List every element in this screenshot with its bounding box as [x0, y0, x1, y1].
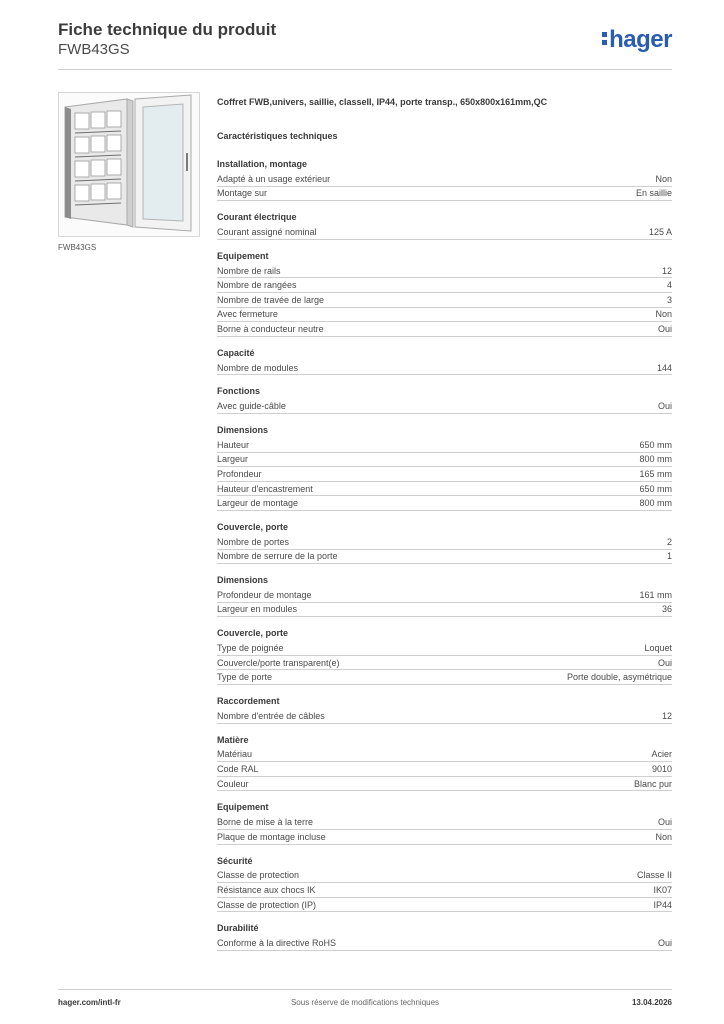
characteristic-row — [217, 815, 672, 830]
characteristic-value: 650 mm — [639, 439, 672, 450]
characteristic-row — [217, 399, 672, 414]
group-title: Equipement — [217, 250, 269, 261]
characteristic-value: En saillie — [635, 188, 672, 199]
characteristic-value: 9010 — [651, 764, 672, 775]
characteristic-row — [217, 535, 672, 550]
characteristic-row — [217, 709, 672, 724]
enclosure-illustration — [59, 93, 199, 236]
footer-divider — [58, 989, 672, 990]
characteristic-label: Montage sur — [217, 188, 268, 199]
characteristic-row — [217, 748, 672, 763]
image-caption: FWB43GS — [58, 243, 97, 252]
characteristic-label: Nombre de rangées — [217, 280, 297, 291]
characteristic-label: Matériau — [217, 749, 253, 760]
characteristic-row — [217, 869, 672, 884]
characteristic-value: Porte double, asymétrique — [566, 672, 672, 683]
characteristic-label: Borne à conducteur neutre — [217, 323, 324, 334]
characteristic-row — [217, 264, 672, 279]
characteristic-value: Non — [655, 309, 672, 320]
characteristic-row — [217, 898, 672, 913]
characteristics-group — [217, 733, 672, 792]
characteristic-label: Nombre de travée de large — [217, 294, 325, 305]
characteristic-label: Avec fermeture — [217, 309, 278, 320]
characteristic-row — [217, 883, 672, 898]
characteristic-row — [217, 172, 672, 187]
section-title: Caractéristiques techniques — [217, 131, 338, 141]
characteristic-value: Oui — [657, 817, 672, 828]
characteristic-label: Classe de protection — [217, 870, 300, 881]
characteristic-row — [217, 550, 672, 565]
characteristic-label: Type de porte — [217, 672, 273, 683]
characteristic-row — [217, 187, 672, 202]
characteristics-group — [217, 423, 672, 511]
characteristics-group — [217, 800, 672, 844]
characteristics-group — [217, 626, 672, 685]
characteristics-group — [217, 384, 672, 414]
characteristics-group — [217, 921, 672, 951]
characteristic-label: Résistance aux chocs IK — [217, 885, 316, 896]
characteristic-label: Largeur en modules — [217, 604, 298, 615]
group-title: Raccordement — [217, 696, 280, 707]
characteristic-row — [217, 482, 672, 497]
characteristic-row — [217, 641, 672, 656]
characteristic-value: 800 mm — [639, 498, 672, 509]
characteristics-group — [217, 694, 672, 724]
characteristic-row — [217, 225, 672, 240]
characteristic-row — [217, 467, 672, 482]
characteristic-label: Profondeur — [217, 468, 262, 479]
characteristic-label: Nombre de rails — [217, 265, 281, 276]
characteristic-label: Avec guide-câble — [217, 401, 286, 412]
characteristic-value: Acier — [651, 749, 672, 760]
characteristic-row — [217, 936, 672, 951]
page-header — [58, 20, 672, 70]
characteristics-group — [217, 346, 672, 376]
characteristic-label: Nombre d'entrée de câbles — [217, 710, 325, 721]
product-reference: FWB43GS — [58, 41, 130, 58]
product-description: Coffret FWB,univers, saillie, classeII, IP44, porte transp., 650x800x161mm,QC — [217, 97, 548, 107]
characteristic-row — [217, 588, 672, 603]
technical-content — [217, 97, 672, 960]
characteristic-value: 1 — [666, 551, 672, 562]
characteristic-value: IK07 — [653, 885, 672, 896]
characteristic-label: Adapté à un usage extérieur — [217, 173, 331, 184]
characteristic-label: Hauteur — [217, 439, 250, 450]
characteristic-label: Classe de protection (IP) — [217, 899, 317, 910]
characteristic-value: 650 mm — [639, 483, 672, 494]
characteristic-label: Conforme à la directive RoHS — [217, 938, 337, 949]
characteristic-row — [217, 453, 672, 468]
footer-date: 13.04.2026 — [631, 998, 672, 1007]
characteristic-row — [217, 361, 672, 376]
product-image — [58, 92, 200, 237]
characteristic-row — [217, 762, 672, 777]
characteristic-label: Couleur — [217, 778, 249, 789]
characteristics-group — [217, 573, 672, 617]
characteristic-row — [217, 830, 672, 845]
characteristic-value: Loquet — [644, 643, 672, 654]
characteristic-row — [217, 656, 672, 671]
characteristics-group — [217, 249, 672, 337]
group-title: Dimensions — [217, 424, 269, 435]
group-title: Sécurité — [217, 855, 253, 866]
group-title: Installation, montage — [217, 159, 308, 169]
characteristic-value: Non — [655, 831, 672, 842]
logo-dots-icon — [602, 32, 607, 46]
characteristic-label: Plaque de montage incluse — [217, 831, 326, 842]
characteristic-row — [217, 322, 672, 337]
characteristic-row — [217, 278, 672, 293]
group-title: Capacité — [217, 347, 255, 358]
characteristics-groups — [217, 157, 672, 951]
characteristic-value: 800 mm — [639, 454, 672, 465]
characteristic-value: Oui — [657, 401, 672, 412]
characteristic-row — [217, 603, 672, 618]
characteristic-value: 165 mm — [639, 468, 672, 479]
characteristics-group — [217, 520, 672, 564]
characteristic-value: 125 A — [648, 226, 672, 237]
characteristic-label: Borne de mise à la terre — [217, 817, 314, 828]
characteristic-label: Code RAL — [217, 764, 259, 775]
characteristic-value: Blanc pur — [633, 778, 672, 789]
characteristic-row — [217, 438, 672, 453]
characteristic-label: Profondeur de montage — [217, 589, 312, 600]
group-title: Couvercle, porte — [217, 521, 289, 532]
characteristic-label: Largeur — [217, 454, 249, 465]
hager-logo — [602, 26, 672, 54]
characteristic-value: 4 — [666, 280, 672, 291]
group-title: Dimensions — [217, 575, 269, 586]
characteristic-label: Nombre de portes — [217, 536, 290, 547]
characteristic-value: 3 — [666, 294, 672, 305]
characteristics-group — [217, 854, 672, 913]
group-title: Couvercle, porte — [217, 628, 289, 639]
group-title: Fonctions — [217, 386, 260, 397]
footer-disclaimer: Sous réserve de modifications techniques — [290, 998, 440, 1007]
characteristic-value: Oui — [657, 938, 672, 949]
characteristic-label: Hauteur d'encastrement — [217, 483, 313, 494]
group-title: Courant électrique — [217, 212, 297, 223]
characteristic-value: Classe II — [636, 870, 672, 881]
characteristic-row — [217, 670, 672, 685]
characteristic-value: 144 — [656, 362, 672, 373]
characteristic-value: Oui — [657, 323, 672, 334]
characteristic-row — [217, 777, 672, 792]
characteristic-value: 2 — [666, 536, 672, 547]
characteristic-label: Courant assigné nominal — [217, 226, 317, 237]
logo-text: hager — [609, 26, 672, 53]
characteristic-row — [217, 293, 672, 308]
characteristic-value: 12 — [661, 265, 672, 276]
characteristic-value: Oui — [657, 657, 672, 668]
characteristic-label: Nombre de modules — [217, 362, 299, 373]
characteristic-value: Non — [655, 173, 672, 184]
document-title: Fiche technique du produit — [58, 20, 277, 39]
characteristic-value: 12 — [661, 710, 672, 721]
characteristic-row — [217, 308, 672, 323]
characteristics-group — [217, 157, 672, 201]
group-title: Durabilité — [217, 923, 259, 934]
characteristic-value: IP44 — [653, 899, 672, 910]
characteristic-label: Nombre de serrure de la porte — [217, 551, 338, 562]
group-title: Equipement — [217, 802, 269, 813]
characteristic-label: Largeur de montage — [217, 498, 299, 509]
characteristic-label: Couvercle/porte transparent(e) — [217, 657, 340, 668]
characteristic-row — [217, 496, 672, 511]
footer-website[interactable]: hager.com/intl-fr — [58, 998, 121, 1007]
characteristic-label: Type de poignée — [217, 643, 284, 654]
characteristic-value: 36 — [661, 604, 672, 615]
characteristic-value: 161 mm — [639, 589, 672, 600]
group-title: Matière — [217, 734, 249, 745]
page-footer — [58, 994, 672, 1010]
characteristics-group — [217, 210, 672, 240]
